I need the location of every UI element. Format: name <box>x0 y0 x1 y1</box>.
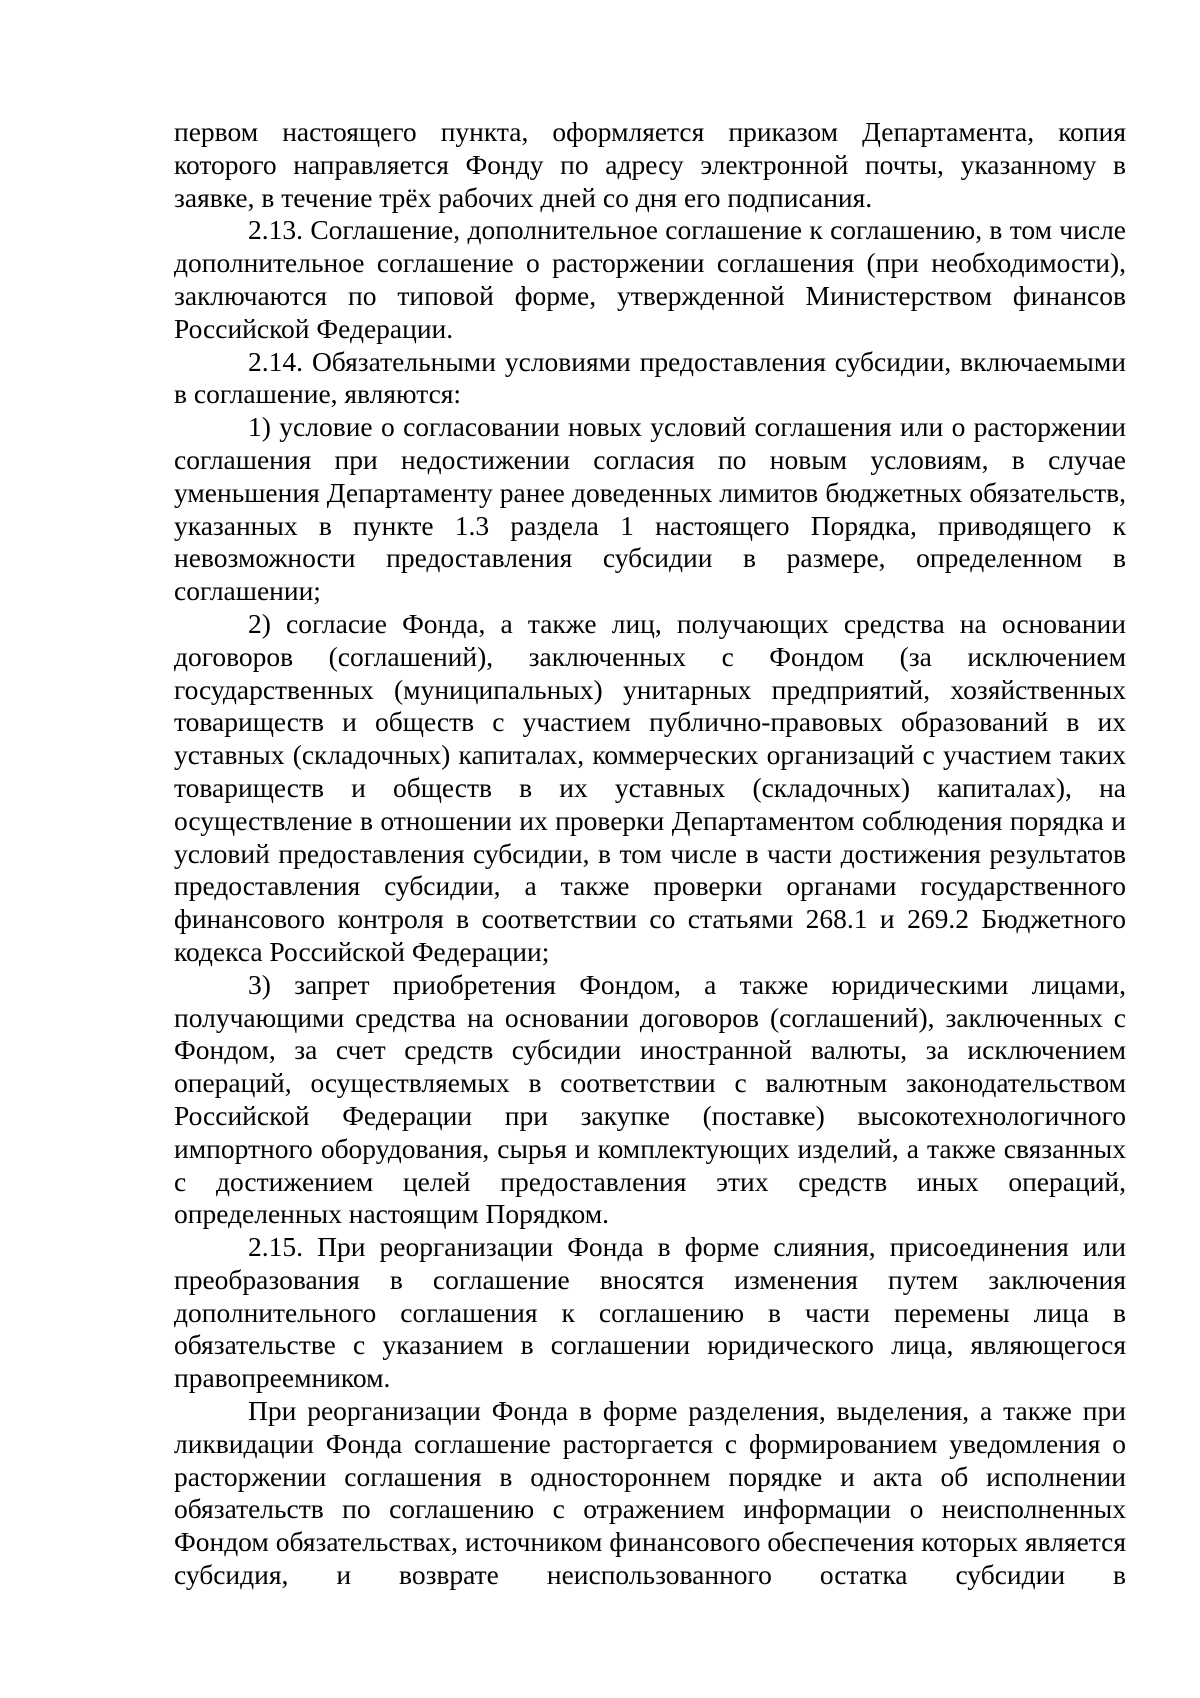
paragraph-2-13: 2.13. Соглашение, дополнительное соглашение к соглашению, в том числе дополнительное соглашение о расторжении соглашения (при необходимости), заключаются по типовой форме, утвержденной Министерством финансов Российской Федерации. <box>174 214 1126 344</box>
paragraph-reorganization: При реорганизации Фонда в форме разделения, выделения, а также при ликвидации Фонда соглашение расторгается с формированием уведомления о расторжении соглашения в одностороннем порядке и акта об исполнении обязательств по соглашению с отражением информации о неисполненных Фондом обязательствах, источником финансового обеспечения которых является субсидия, и возврате неиспользованного остатка субсидии в <box>174 1395 1126 1591</box>
paragraph-2-14-item-1: 1) условие о согласовании новых условий соглашения или о расторжении соглашения при недостижении согласия по новым условиям, в случае уменьшения Департаменту ранее доведенных лимитов бюджетных обязательств, указанных в пункте 1.3 раздела 1 настоящего Порядка, приводящего к невозможности предоставления субсидии в размере, определенном в соглашении; <box>174 411 1126 607</box>
document-body <box>174 116 1126 1592</box>
paragraph-2-14-item-2: 2) согласие Фонда, а также лиц, получающих средства на основании договоров (соглашений), заключенных с Фондом (за исключением государственных (муниципальных) унитарных предприятий, хозяйственных товариществ и обществ с участием публично-правовых образований в их уставных (складочных) капиталах, коммерческих организаций с участием таких товариществ и обществ в их уставных (складочных) капиталах), на осуществление в отношении их проверки Департаментом соблюдения порядка и условий предоставления субсидии, в том числе в части достижения результатов предоставления субсидии, а также проверки органами государственного финансового контроля в соответствии со статьями 268.1 и 269.2 Бюджетного кодекса Российской Федерации; <box>174 607 1126 967</box>
paragraph-continuation: первом настоящего пункта, оформляется приказом Департамента, копия которого направляется Фонду по адресу электронной почты, указанному в заявке, в течение трёх рабочих дней со дня его подписания. <box>174 116 1126 213</box>
paragraph-2-14-item-3: 3) запрет приобретения Фондом, а также юридическими лицами, получающими средства на основании договоров (соглашений), заключенных с Фондом, за счет средств субсидии иностранной валюты, за исключением операций, осуществляемых в соответствии с валютным законодательством Российской Федерации при закупке (поставке) высокотехнологичного импортного оборудования, сырья и комплектующих изделий, а также связанных с достижением целей предоставления этих средств иных операций, определенных настоящим Порядком. <box>174 968 1126 1230</box>
paragraph-2-14: 2.14. Обязательными условиями предоставления субсидии, включаемыми в соглашение, являются: <box>174 345 1126 410</box>
paragraph-2-15: 2.15. При реорганизации Фонда в форме слияния, присоединения или преобразования в соглашение вносятся изменения путем заключения дополнительного соглашения к соглашению в части перемены лица в обязательстве с указанием в соглашении юридического лица, являющегося правопреемником. <box>174 1231 1126 1394</box>
